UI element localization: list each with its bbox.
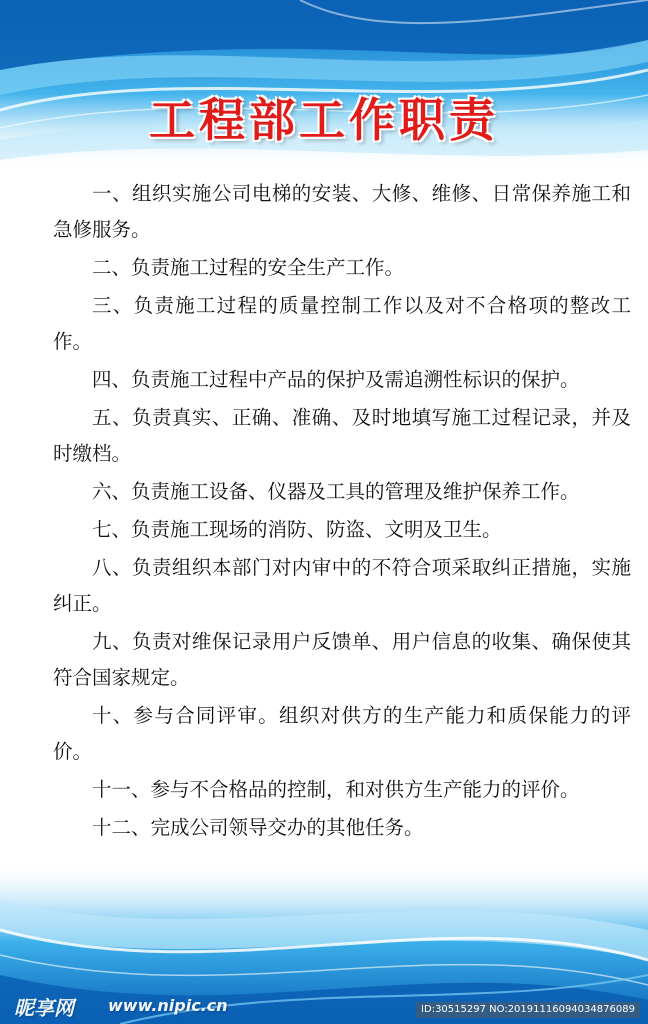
duty-item: 五、负责真实、正确、准确、及时地填写施工过程记录，并及时缴档。 bbox=[53, 406, 631, 465]
watermark-id: ID:30515297 NO:20191116094034876089 bbox=[416, 1002, 640, 1018]
duty-item: 十一、参与不合格品的控制，和对供方生产能力的评价。 bbox=[92, 778, 580, 801]
duty-item: 二、负责施工过程的安全生产工作。 bbox=[92, 256, 405, 279]
watermark-logo: 昵享网 bbox=[14, 996, 74, 1020]
duty-item: 四、负责施工过程中产品的保护及需追溯性标识的保护。 bbox=[92, 368, 580, 391]
duties-list bbox=[53, 176, 631, 848]
poster-title: 工程部工作职责 bbox=[149, 93, 499, 147]
watermark-url: www.nipic.cn bbox=[108, 996, 228, 1015]
duty-item: 八、负责组织本部门对内审中的不符合项采取纠正措施，实施纠正。 bbox=[53, 556, 631, 615]
duty-item: 三、负责施工过程的质量控制工作以及对不合格项的整改工作。 bbox=[53, 294, 631, 353]
duty-item: 十、参与合同评审。组织对供方的生产能力和质保能力的评价。 bbox=[53, 704, 631, 763]
duty-item: 九、负责对维保记录用户反馈单、用户信息的收集、确保使其符合国家规定。 bbox=[53, 630, 631, 689]
duty-item: 六、负责施工设备、仪器及工具的管理及维护保养工作。 bbox=[92, 480, 580, 503]
duty-item: 七、负责施工现场的消防、防盗、文明及卫生。 bbox=[92, 518, 502, 541]
duty-item: 一、组织实施公司电梯的安装、大修、维修、日常保养施工和急修服务。 bbox=[53, 182, 631, 241]
duty-item: 十二、完成公司领导交办的其他任务。 bbox=[92, 816, 424, 839]
